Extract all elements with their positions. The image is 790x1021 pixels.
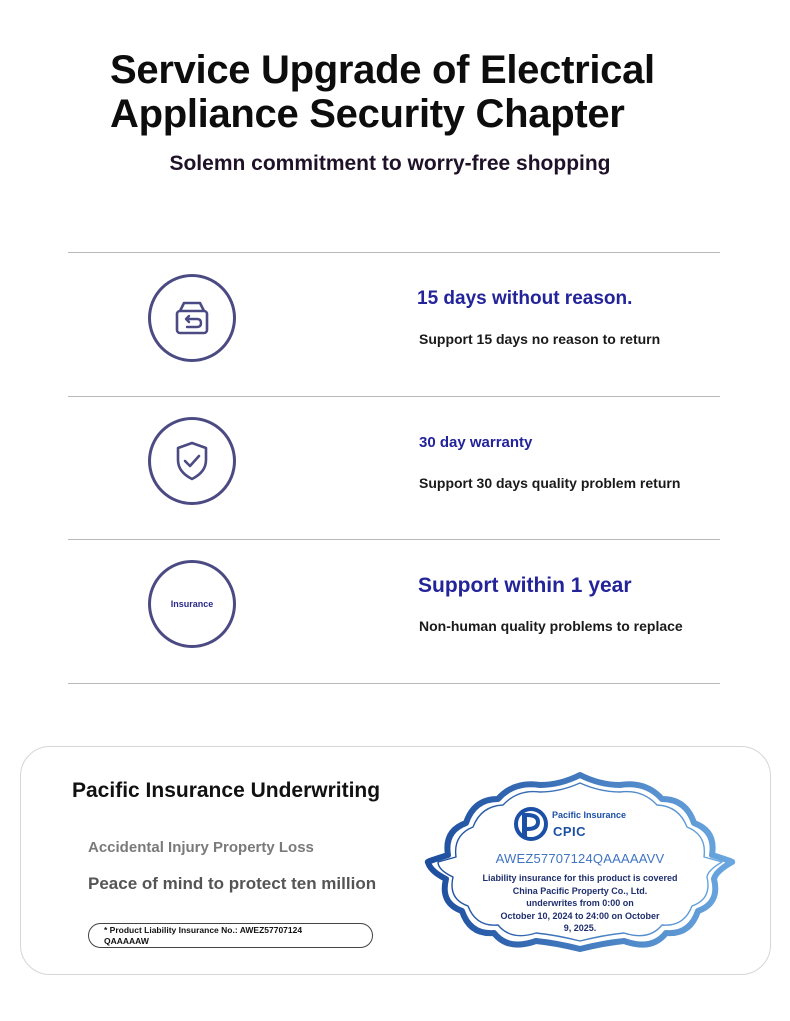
cpic-logo-icon [514,807,548,841]
feature-title: Support within 1 year [418,574,632,597]
coverage-type: Accidental Injury Property Loss [88,839,314,856]
seal-brand: CPIC [553,824,587,839]
seal-text-line: Liability insurance for this product is covered [482,873,678,883]
feature-description: Support 30 days quality problem return [419,475,681,491]
feature-return [68,253,720,396]
page-title [110,48,710,136]
seal-text-line: 9, 2025. [563,923,597,933]
feature-insurance [68,539,720,682]
seal-text-line: underwrites from 0:00 on [526,898,634,908]
feature-description: Support 15 days no reason to return [419,331,661,347]
page-title-line1: Service Upgrade of Electrical [110,48,655,92]
shield-check-icon [171,439,213,483]
feature-description: Non-human quality problems to replace [419,618,683,634]
warranty-icon-circle [148,417,236,505]
feature-title: 15 days without reason. [417,288,633,309]
coverage-slogan: Peace of mind to protect ten million [88,874,377,893]
return-box-icon [171,297,213,339]
policy-number-line2: QAAAAAW [104,936,149,946]
return-icon-circle [148,274,236,362]
seal-company: Pacific Insurance [552,810,627,820]
seal-coverage-text [480,872,680,935]
feature-warranty [68,396,720,539]
feature-title: 30 day warranty [419,434,533,451]
divider [68,683,720,684]
page-subtitle: Solemn commitment to worry-free shopping [169,152,611,175]
insurance-label: Insurance [170,599,214,609]
policy-number-badge [88,923,373,948]
policy-number-line1: * Product Liability Insurance No.: AWEZ57707124 [104,925,303,935]
insurance-card [20,746,771,975]
seal-policy-code: AWEZ57707124QAAAAAVV [495,851,665,866]
seal-text-line: China Pacific Property Co., Ltd. [512,885,648,896]
card-heading: Pacific Insurance Underwriting [72,779,381,802]
page-title-line2: Appliance Security Chapter [110,92,625,136]
insurance-seal [424,771,736,953]
insurance-icon-circle [148,560,236,648]
seal-text-line: October 10, 2024 to 24:00 on October [500,910,660,921]
